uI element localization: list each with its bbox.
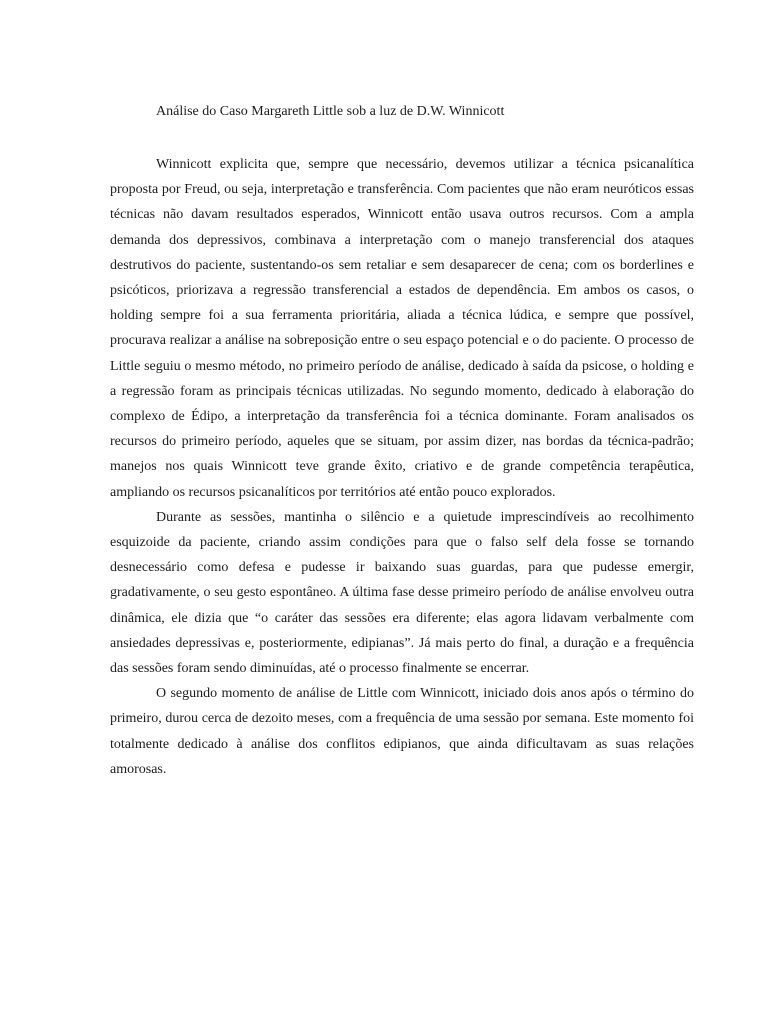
paragraph-3: O segundo momento de análise de Little com Winnicott, iniciado dois anos após o término do primeiro, durou cerca de dezoito meses, com a frequência de uma sessão por semana. Este momento foi totalmente dedicado à análise dos conflitos edipianos, que ainda dificultavam as suas relações amorosas.: [110, 686, 694, 777]
paragraph-1: Winnicott explicita que, sempre que necessário, devemos utilizar a técnica psicanalítica proposta por Freud, ou seja, interpretação e transferência. Com pacientes que não eram neuróticos essas técnicas não davam resultados esperados, Winnicott então usava outros recursos. Com a ampla demanda dos depressivos, combinava a interpretação com o manejo transferencial dos ataques destrutivos do paciente, sustentando-os sem retaliar e sem desaparecer de cena; com os borderlines e psicóticos, priorizava a regressão transferencial a estados de dependência. Em ambos os casos, o holding sempre foi a sua ferramenta prioritária, aliada a técnica lúdica, e sempre que possível, procurava realizar a análise na sobreposição entre o seu espaço potencial e o do paciente. O processo de Little seguiu o mesmo método, no primeiro período de análise, dedicado à saída da psicose, o holding e a regressão foram as principais técnicas utilizadas. No segundo momento, dedicado à elaboração do complexo de Édipo, a interpretação da transferência foi a técnica dominante. Foram analisados os recursos do primeiro período, aqueles que se situam, por assim dizer, nas bordas da técnica-padrão; manejos nos quais Winnicott teve grande êxito, criativo e de grande competência terapêutica, ampliando os recursos psicanalíticos por territórios até então pouco explorados.: [110, 157, 694, 500]
paragraph-2: Durante as sessões, mantinha o silêncio e a quietude imprescindíveis ao recolhimento esquizoide da paciente, criando assim condições para que o falso self dela fosse se tornando desnecessário como defesa e pudesse ir baixando suas guardas, para que pudesse emergir, gradativamente, o seu gesto espontâneo. A última fase desse primeiro período de análise envolveu outra dinâmica, ele dizia que “o caráter das sessões era diferente; elas agora lidavam verbalmente com ansiedades depressivas e, posteriormente, edipianas”. Já mais perto do final, a duração e a frequência das sessões foram sendo diminuídas, até o processo finalmente se encerrar.: [110, 509, 694, 677]
document-body: [110, 102, 694, 782]
document-title: Análise do Caso Margareth Little sob a luz de D.W. Winnicott: [156, 104, 505, 119]
